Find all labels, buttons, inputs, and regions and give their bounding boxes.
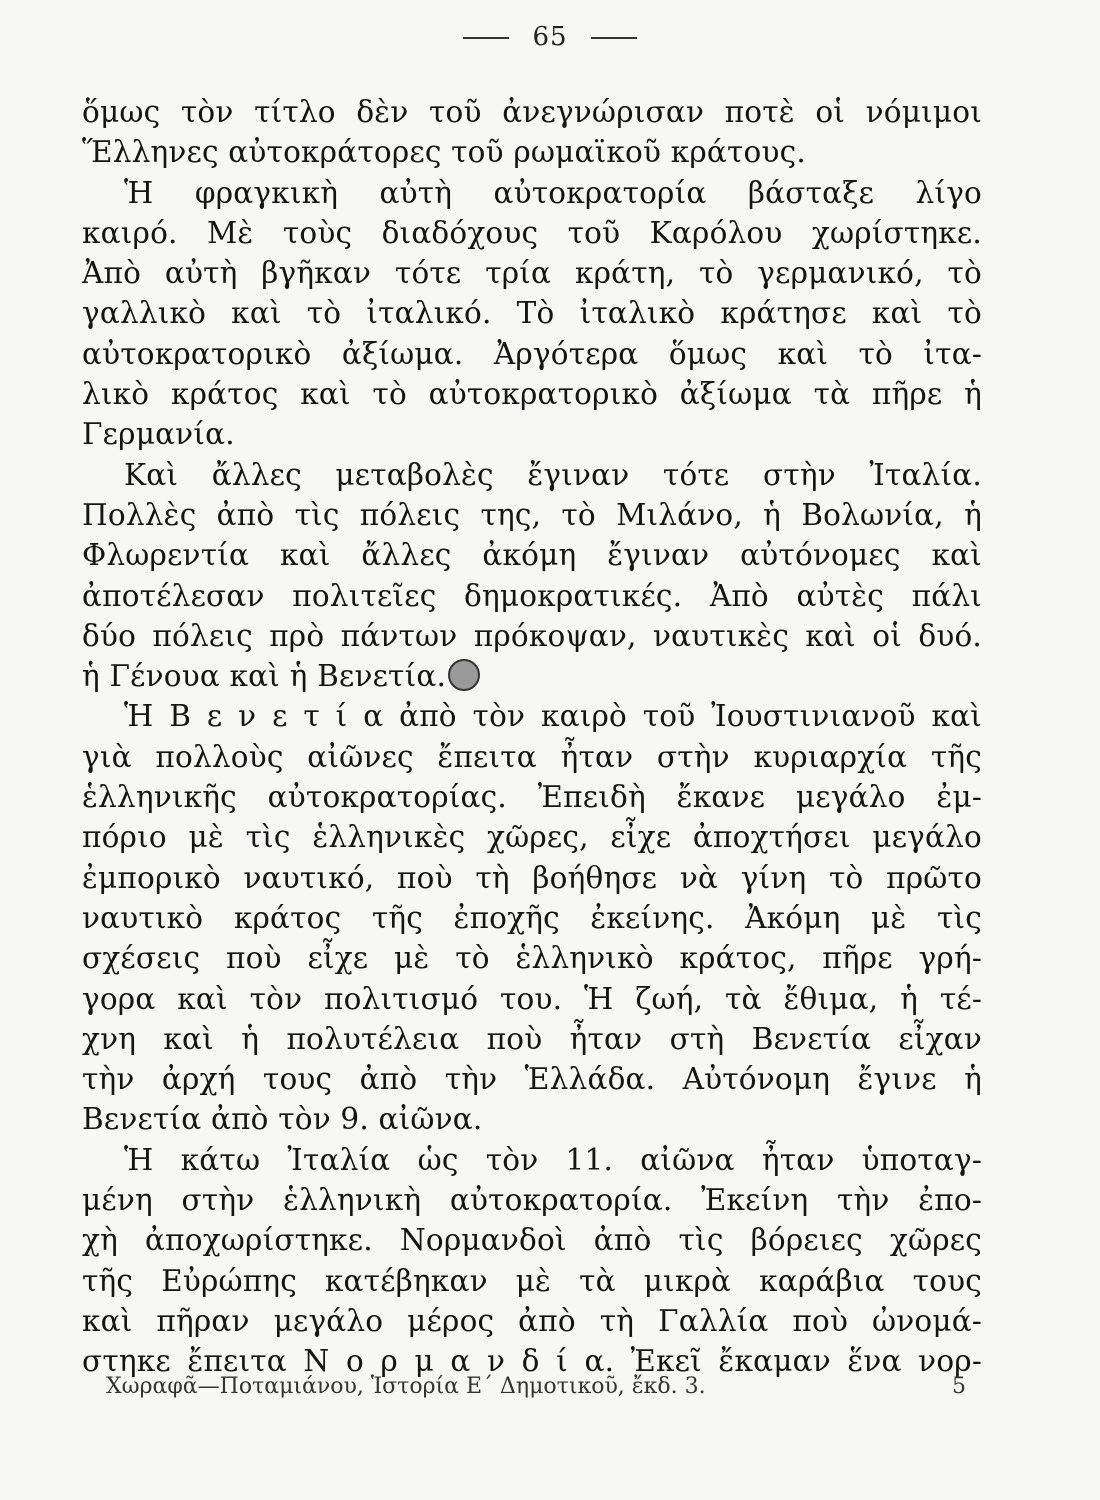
page-header <box>0 22 1100 52</box>
text-line: Ἀπὸ αὐτὴ βγῆκαν τότε τρία κράτη, τὸ γερμανικό, τὸ <box>82 256 982 291</box>
header-right-dash <box>591 37 637 39</box>
text-line: αὐτοκρατορικὸ ἀξίωμα. Ἀργότερα ὅμως καὶ τὸ ἰτα- <box>82 336 982 371</box>
body-text <box>82 92 982 1382</box>
text-line: Καὶ ἄλλες μεταβολὲς ἔγιναν τότε στὴν Ἰταλία. <box>124 457 982 492</box>
footer-sheet-number: 5 <box>952 1374 966 1399</box>
text-line: δύο πόλεις πρὸ πάντων πρόκοψαν, ναυτικὲς καὶ οἱ δυό. <box>82 618 982 653</box>
text-line: σχέσεις ποὺ εἶχε μὲ τὸ ἑλληνικὸ κράτος, πῆρε γρή- <box>82 941 982 976</box>
text-line: Γερμανία. <box>82 417 235 452</box>
text-line: Φλωρεντία καὶ ἄλλες ἀκόμη ἔγιναν αὐτόνομες καὶ <box>82 538 982 573</box>
text-line: ἐμπορικὸ ναυτικό, ποὺ τὴ βοήθησε νὰ γίνη τὸ πρῶτο <box>82 860 982 895</box>
text-line: Ἡ κάτω Ἰταλία ὡς τὸν 11. αἰῶνα ἦταν ὑποταγ- <box>124 1142 982 1177</box>
text-line: ἡ Γένουα καὶ ἡ Βενετία. <box>82 659 447 694</box>
text-line: χνη καὶ ἡ πολυτέλεια ποὺ ἦταν στὴ Βενετία εἶχαν <box>82 1021 982 1056</box>
text-line: Βενετία ἀπὸ τὸν 9. αἰῶνα. <box>82 1102 483 1137</box>
text-line: ναυτικὸ κράτος τῆς ἐποχῆς ἐκείνης. Ἀκόμη μὲ τὶς <box>82 900 982 935</box>
text-line: καιρό. Μὲ τοὺς διαδόχους τοῦ Καρόλου χωρίστηκε. <box>82 215 982 250</box>
page-footer <box>106 1374 966 1399</box>
text-line: ὅμως τὸν τίτλο δὲν τοῦ ἀνεγνώρισαν ποτὲ οἱ νόμιμοι <box>82 95 982 129</box>
text-line: στηκε ἔπειτα Ν ο ρ μ α ν δ ί α. Ἐκεῖ ἔκαμαν ἕνα νορ- <box>82 1344 982 1379</box>
text-line: τῆς Εὐρώπης κατέβηκαν μὲ τὰ μικρὰ καράβια τους <box>82 1263 982 1298</box>
text-line: ἑλληνικῆς αὐτοκρατορίας. Ἐπειδὴ ἔκανε μεγάλο ἐμ- <box>82 780 982 815</box>
text-line: μένη στὴν ἑλληνικὴ αὐτοκρατορία. Ἐκείνη τὴν ἐπο- <box>82 1183 982 1218</box>
text-line: ἀποτέλεσαν πολιτεῖες δημοκρατικές. Ἀπὸ αὐτὲς πάλι <box>82 578 982 613</box>
text-line: καὶ πῆραν μεγάλο μέρος ἀπὸ τὴ Γαλλία ποὺ ὠνομά- <box>82 1303 982 1338</box>
text-line-with-mark <box>82 656 982 696</box>
text-line: γαλλικὸ καὶ τὸ ἰταλικό. Τὸ ἰταλικὸ κράτησε καὶ τὸ <box>82 296 982 331</box>
text-line: γιὰ πολλοὺς αἰῶνες ἔπειτα ἦταν στὴν κυριαρχία τῆς <box>82 739 982 774</box>
text-line: χὴ ἀποχωρίστηκε. Νορμανδοὶ ἀπὸ τὶς βόρειες χῶρες <box>82 1223 982 1258</box>
footer-signature: Χωραφᾶ—Ποταμιάνου, Ἱστορία Ε΄ Δημοτικοῦ, ἔκδ. 3. <box>106 1374 706 1399</box>
text-line: λικὸ κράτος καὶ τὸ αὐτοκρατορικὸ ἀξίωμα τὰ πῆρε ἡ <box>82 377 982 412</box>
page-number: 65 <box>532 22 568 52</box>
text-line: γορα καὶ τὸν πολιτισμό του. Ἡ ζωή, τὰ ἔθιμα, ἡ τέ- <box>82 981 982 1016</box>
header-left-dash <box>463 37 509 39</box>
text-line: Ἕλληνες αὐτοκράτορες τοῦ ρωμαϊκοῦ κράτους. <box>82 135 806 170</box>
text-line: πόριο μὲ τὶς ἑλληνικὲς χῶρες, εἶχε ἀποχτήσει μεγάλο <box>82 820 982 855</box>
text-line: τὴν ἀρχή τους ἀπὸ τὴν Ἑλλάδα. Αὐτόνομη ἔγινε ἡ <box>82 1062 982 1097</box>
text-line: Ἡ Β ε ν ε τ ί α ἀπὸ τὸν καιρὸ τοῦ Ἰουστινιανοῦ καὶ <box>124 699 982 734</box>
text-line: Πολλὲς ἀπὸ τὶς πόλεις της, τὸ Μιλάνο, ἡ Βολωνία, ἡ <box>82 497 982 532</box>
ink-stamp-mark <box>448 659 480 691</box>
text-line: Ἡ φραγκικὴ αὐτὴ αὐτοκρατορία βάσταξε λίγο <box>124 175 982 210</box>
